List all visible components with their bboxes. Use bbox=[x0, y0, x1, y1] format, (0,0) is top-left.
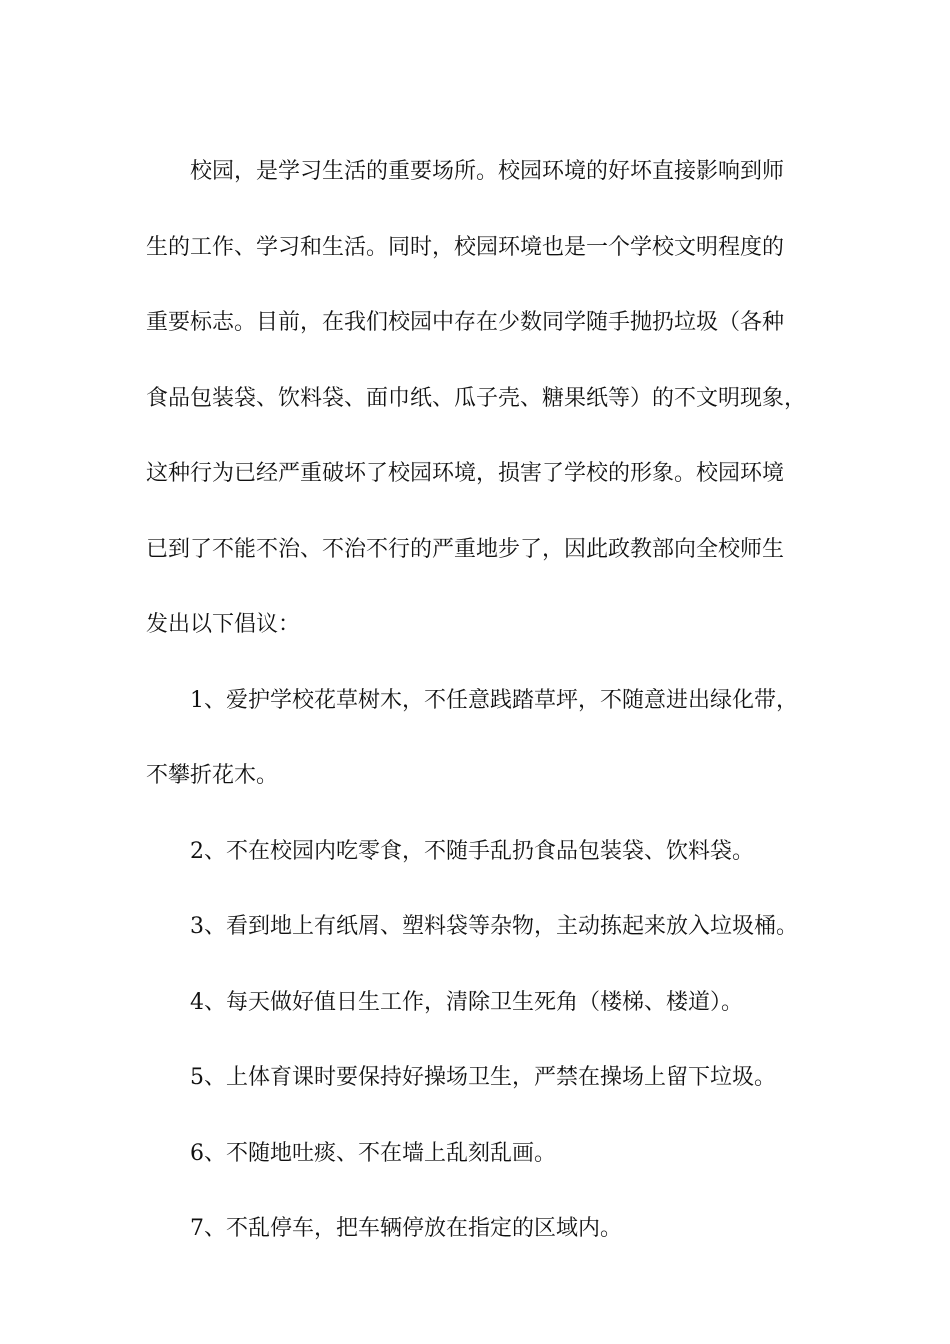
list-item-3: 3、看到地上有纸屑、塑料袋等杂物，主动拣起来放入垃圾桶。 bbox=[190, 914, 798, 939]
list-item-7: 7、不乱停车，把车辆停放在指定的区域内。 bbox=[190, 1216, 622, 1241]
list-item-4: 4、每天做好值日生工作，清除卫生死角（楼梯、楼道）。 bbox=[190, 989, 743, 1015]
text-line: 校园，是学习生活的重要场所。校园环境的好坏直接影响到师 bbox=[190, 159, 785, 184]
list-item-2: 2、不在校园内吃零食，不随手乱扔食品包装袋、饮料袋。 bbox=[190, 838, 754, 864]
text-line: 食品包装袋、饮料袋、面巾纸、瓜子壳、糖果纸等）的不文明现象， bbox=[146, 385, 807, 411]
list-item-6: 6、不随地吐痰、不在墙上乱刻乱画。 bbox=[190, 1140, 556, 1166]
document-body bbox=[146, 134, 814, 1267]
text-line: 生的工作、学习和生活。同时，校园环境也是一个学校文明程度的 bbox=[146, 234, 785, 260]
intro-paragraph bbox=[146, 134, 814, 663]
text-line: 不攀折花木。 bbox=[146, 763, 279, 788]
text-line: 重要标志。目前，在我们校园中存在少数同学随手抛扔垃圾（各种 bbox=[146, 310, 785, 335]
text-line: 发出以下倡议： bbox=[146, 612, 301, 637]
text-line: 已到了不能不治、不治不行的严重地步了，因此政教部向全校师生 bbox=[146, 536, 785, 562]
list-item-5: 5、上体育课时要保持好操场卫生，严禁在操场上留下垃圾。 bbox=[190, 1065, 776, 1090]
list-item-1 bbox=[146, 663, 814, 814]
text-line: 1、爱护学校花草树木，不任意践踏草坪，不随意进出绿化带， bbox=[190, 687, 798, 713]
text-line: 这种行为已经严重破坏了校园环境，损害了学校的形象。校园环境 bbox=[146, 461, 785, 486]
